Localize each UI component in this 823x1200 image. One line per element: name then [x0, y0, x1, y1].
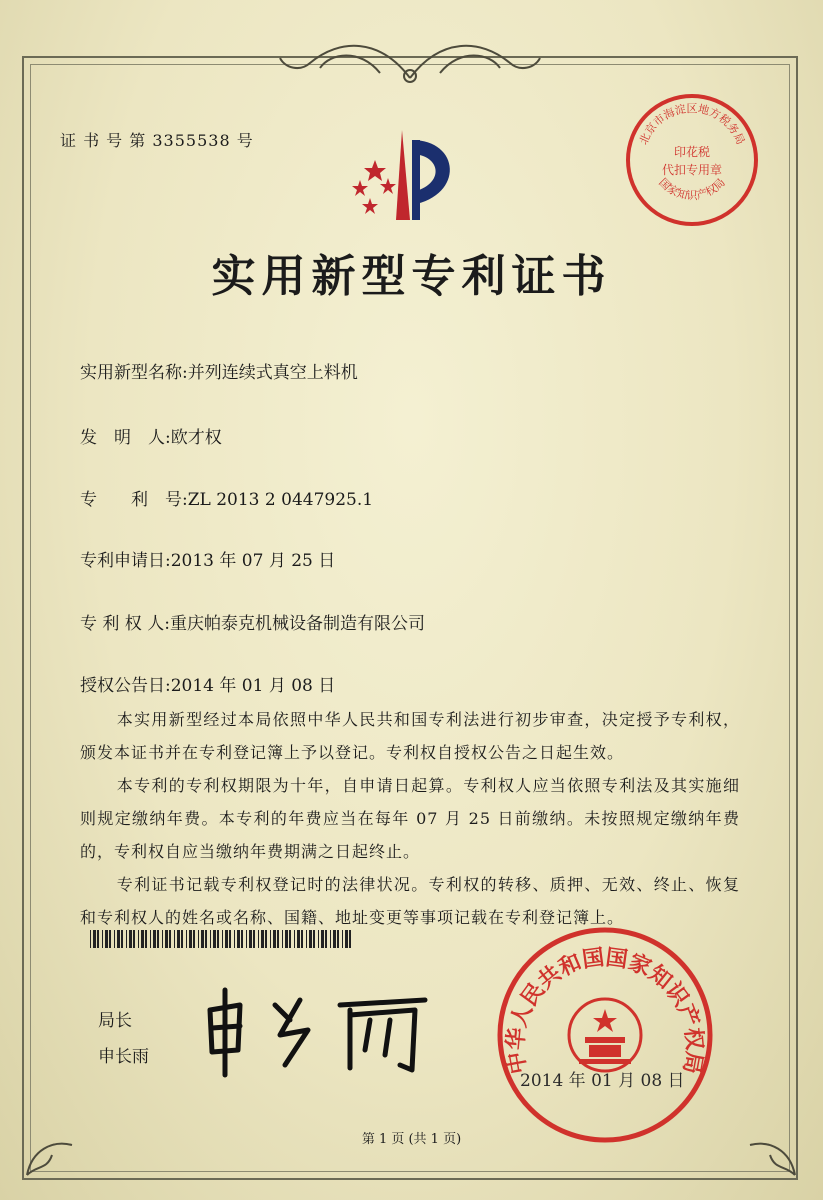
field-value: 并列连续式真空上料机: [187, 363, 358, 383]
top-ornament: [260, 28, 560, 88]
signatory-name: 申长雨: [98, 1047, 149, 1067]
sipo-official-seal: [495, 925, 715, 1145]
certificate-number-suffix: 号: [236, 131, 254, 150]
body-paragraph: 专利证书记载专利权登记时的法律状况。专利权的转移、质押、无效、终止、恢复和专利权人的姓名或名称、国籍、地址变更等事项记载在专利登记簿上。: [80, 875, 740, 927]
certificate-number: [60, 128, 254, 151]
field-value: ZL 2013 2 0447925.1: [187, 490, 374, 510]
field-value: 2013 年 07 月 25 日: [170, 551, 336, 571]
field-label: 专 利 号:: [80, 490, 188, 510]
field-label: 实用新型名称:: [80, 363, 188, 383]
certificate-title: 实用新型专利证书: [211, 251, 612, 302]
body-paragraph: 本专利的专利权期限为十年，自申请日起算。专利权人应当依照专利法及其实施细则规定缴纳年费。本专利的年费应当在每年 07 月 25 日前缴纳。未按照规定缴纳年费的，专利权自应当缴纳年费期满之日起终止。: [80, 776, 740, 861]
field-label: 专 利 权 人:: [80, 614, 170, 634]
field-patent-number: [80, 485, 373, 510]
field-label: 授权公告日:: [80, 676, 171, 696]
field-value: 欧才权: [170, 428, 222, 448]
barcode: [90, 930, 352, 948]
director-signature: [200, 980, 440, 1080]
national-emblem-icon: [569, 999, 641, 1071]
sipo-logo-icon: [330, 120, 470, 230]
seal-ring-text: 中华人民共和国国家知识产权局: [503, 945, 707, 1076]
certificate-number-label: 证 书 号 第: [60, 131, 147, 150]
page-indicator: 第 1 页 (共 1 页): [361, 1132, 462, 1147]
tax-seal: [622, 90, 762, 230]
field-application-date: [80, 546, 335, 571]
tax-seal-line2: 代扣专用章: [661, 163, 723, 177]
field-value: 2014 年 01 月 08 日: [170, 676, 336, 696]
tax-seal-bottom-text: 国家知识产权局: [656, 175, 728, 203]
certificate-body: [80, 703, 740, 934]
field-utility-model-name: [80, 358, 358, 383]
body-paragraph: 本实用新型经过本局依照中华人民共和国专利法进行初步审查，决定授予专利权，颁发本证书并在专利登记簿上予以登记。专利权自授权公告之日起生效。: [80, 710, 740, 762]
field-patentee: [80, 609, 425, 634]
svg-text:国家知识产权局: [656, 176, 728, 202]
field-value: 重庆帕泰克机械设备制造有限公司: [169, 614, 425, 634]
field-label: 发 明 人:: [80, 428, 171, 448]
signatory-title: 局长: [98, 1011, 132, 1031]
field-label: 专利申请日:: [80, 551, 171, 571]
field-grant-date: [80, 671, 335, 696]
certificate-number-value: 3355538: [152, 131, 231, 150]
tax-seal-line1: 印花税: [673, 145, 711, 159]
tax-seal-outer-text: 北京市海淀区地方税务局: [636, 102, 748, 147]
field-inventor: [80, 423, 222, 448]
seal-date: 2014 年 01 月 08 日: [520, 1071, 685, 1091]
